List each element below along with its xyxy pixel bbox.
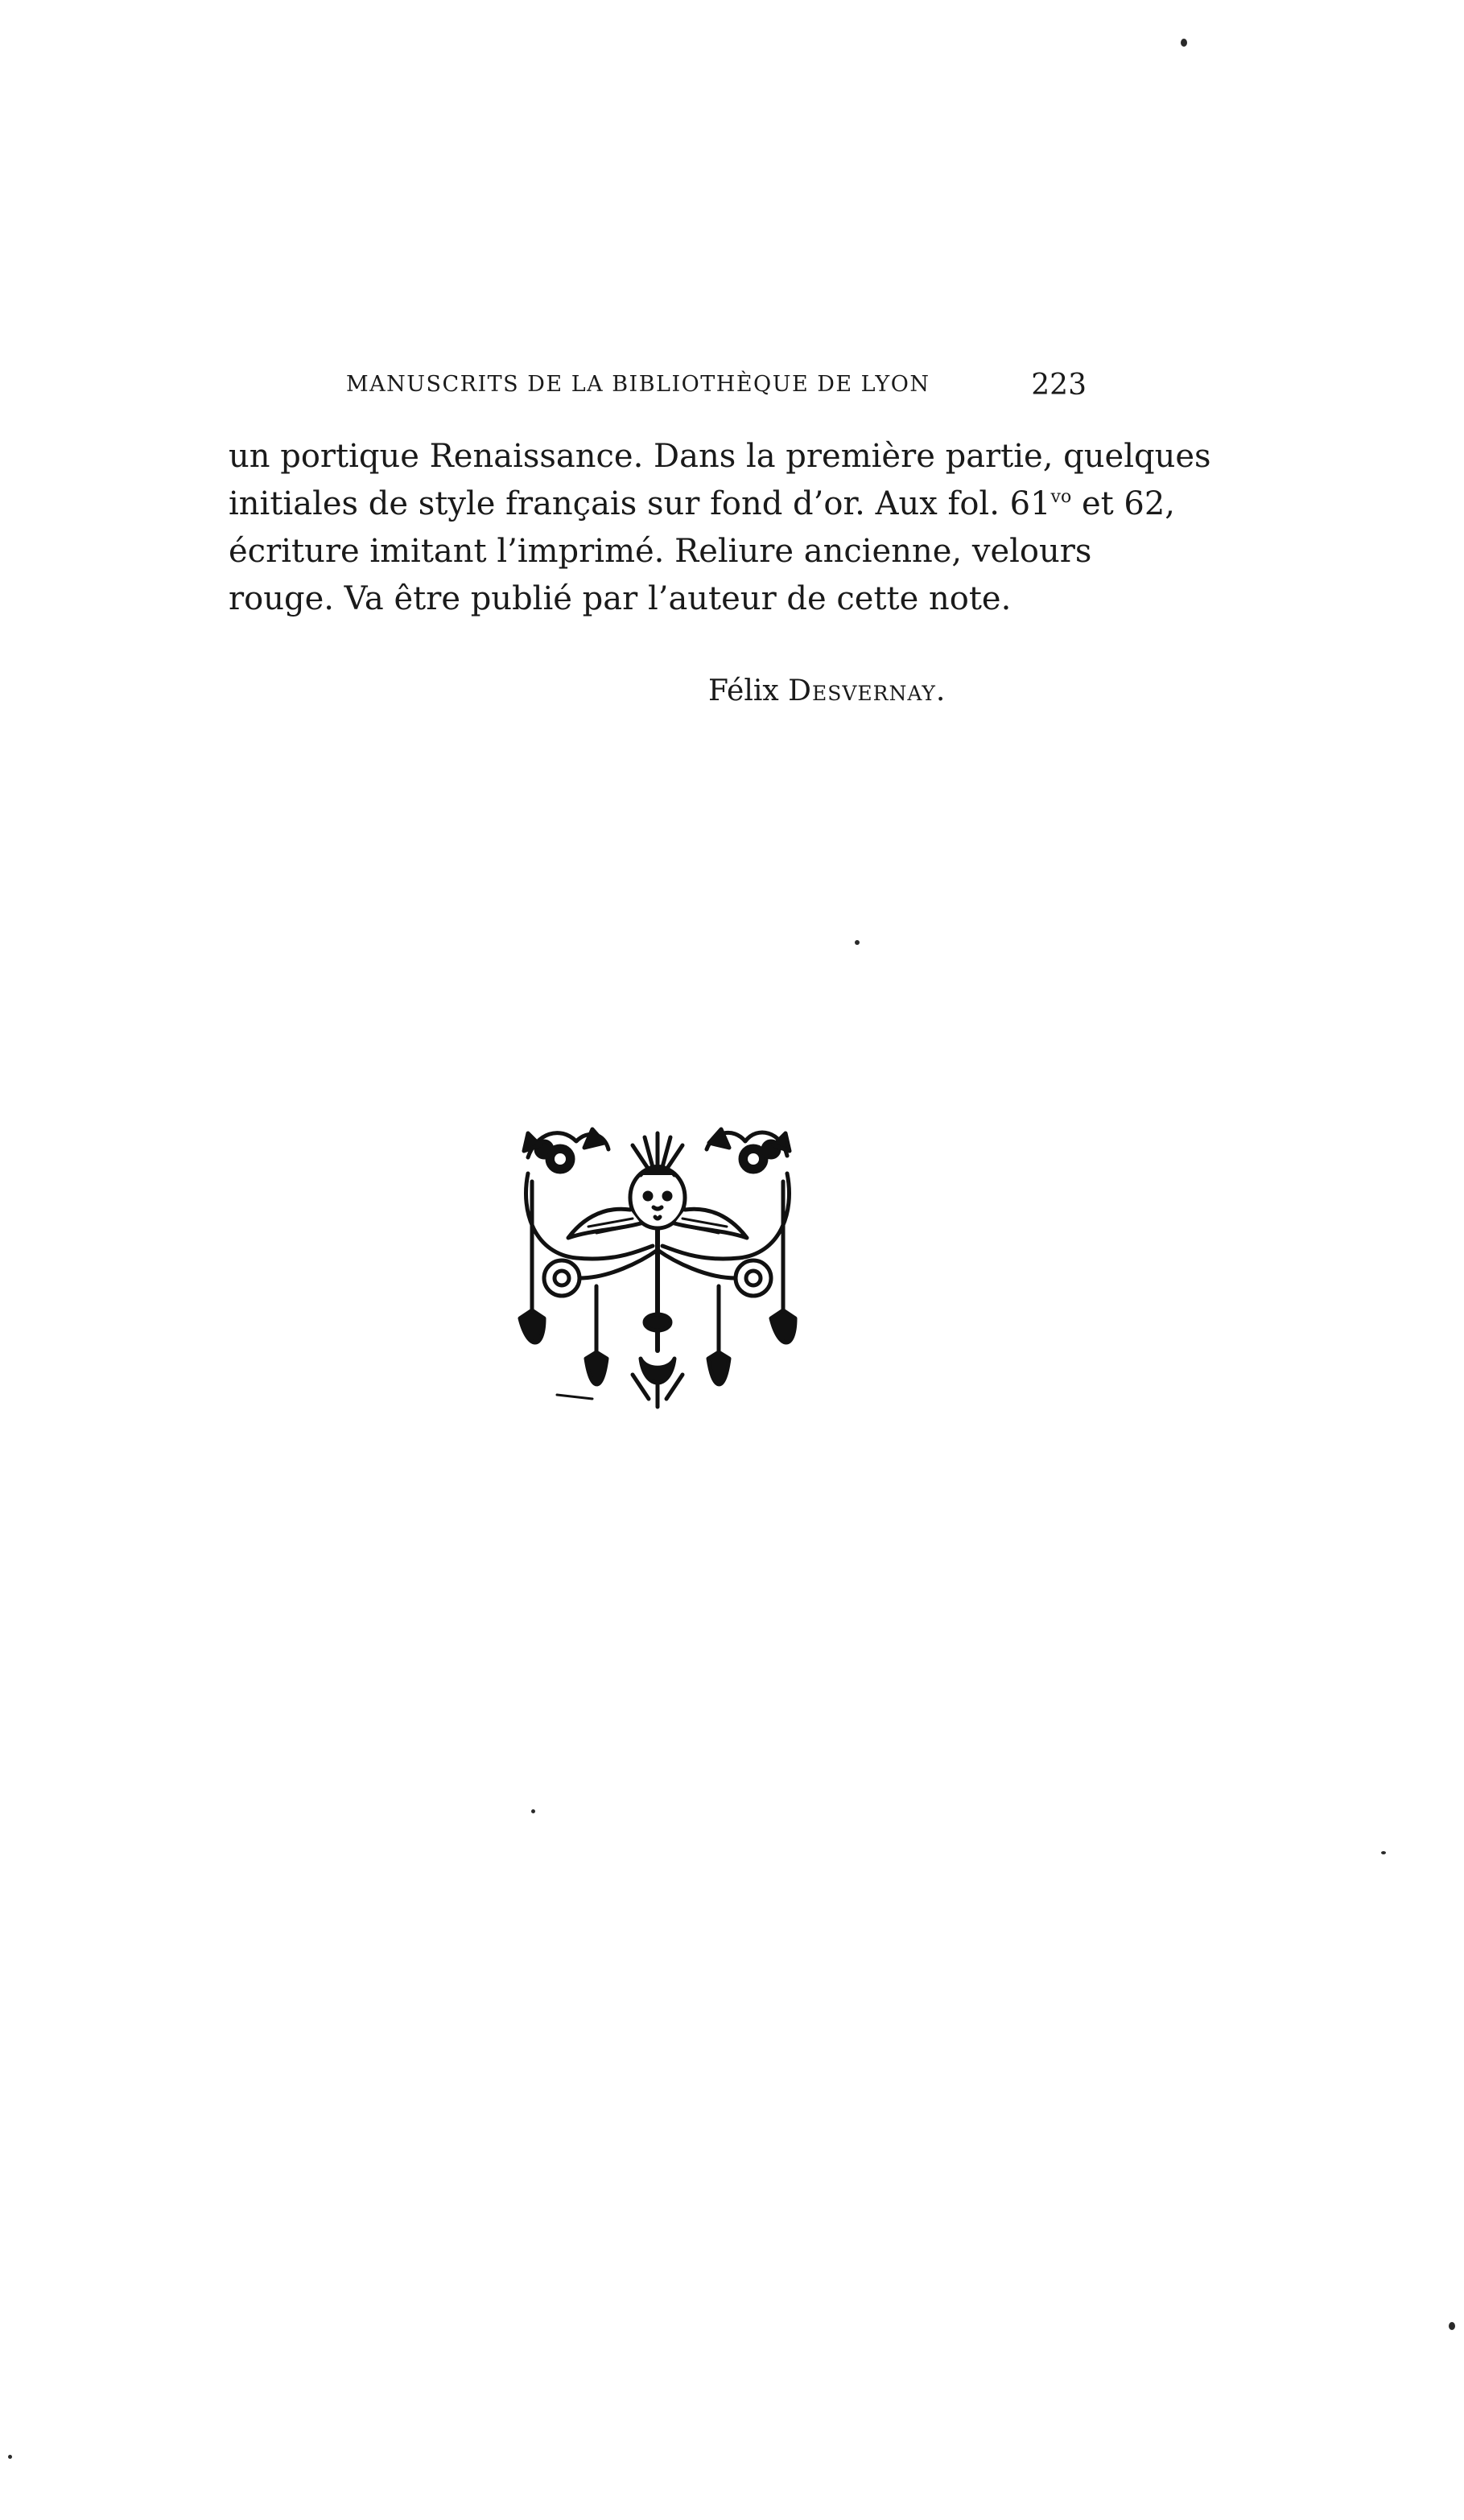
- verso-superscript: vo: [1050, 487, 1072, 507]
- body-line: rouge. Va être publié par l’auteur de cette note.: [229, 580, 1012, 617]
- running-head: [346, 369, 1087, 407]
- author-signature: [708, 674, 946, 707]
- page-number: 223: [1031, 369, 1087, 402]
- paper-speck: [8, 2455, 12, 2459]
- paper-speck: [531, 1809, 535, 1813]
- paper-speck: [1181, 39, 1187, 47]
- author-first-name: Félix: [708, 674, 779, 707]
- body-line: écriture imitant l’imprimé. Reliure ancienne, velours: [229, 533, 1092, 570]
- body-paragraph: [229, 433, 1211, 623]
- paper-speck: [1449, 2322, 1455, 2330]
- body-line-text: et 62,: [1071, 485, 1176, 522]
- author-surname: Desvernay.: [788, 674, 946, 707]
- body-line-text: initiales de style français sur fond d’or. Aux fol. 61: [229, 485, 1051, 522]
- running-head-title: MANUSCRITS DE LA BIBLIOTHÈQUE DE LYON: [346, 372, 930, 397]
- tailpiece-cherub-ornament-icon: [512, 1117, 803, 1408]
- body-line: un portique Renaissance. Dans la première partie, quelques: [229, 438, 1211, 475]
- paper-speck: [855, 940, 860, 945]
- paper-speck: [1381, 1851, 1386, 1854]
- body-line: [229, 480, 1176, 528]
